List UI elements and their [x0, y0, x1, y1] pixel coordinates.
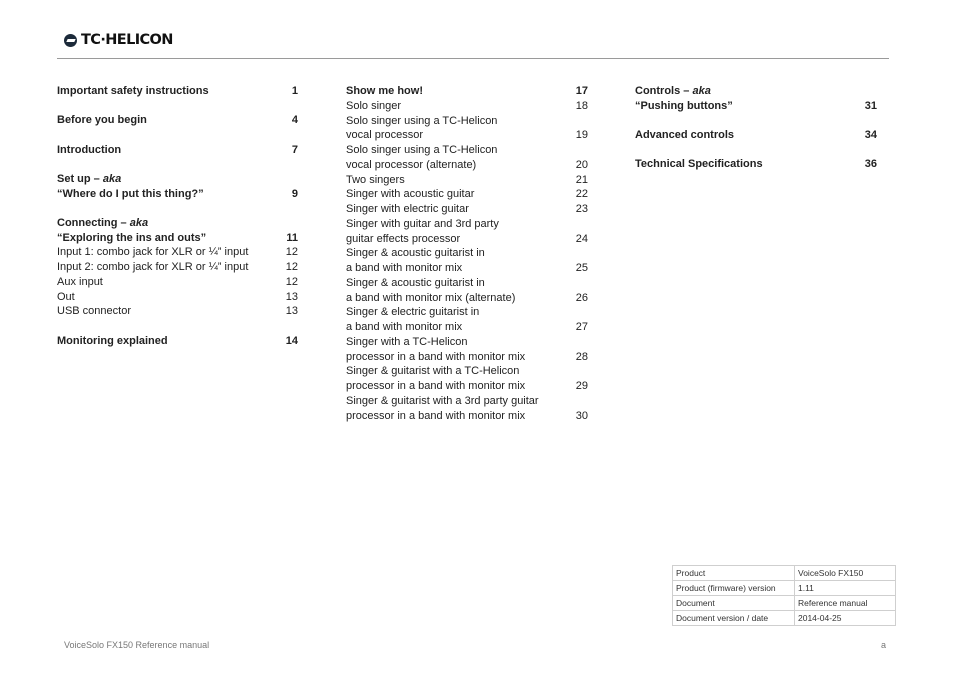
info-key: Document	[673, 596, 795, 611]
toc-entry-page: 30	[575, 409, 588, 422]
toc-entry[interactable]	[346, 276, 588, 291]
footer-document-title: VoiceSolo FX150 Reference manual	[64, 640, 210, 650]
info-value: 2014-04-25	[795, 611, 896, 626]
toc-entry[interactable]	[57, 304, 298, 319]
toc-entry-page: 23	[575, 203, 588, 215]
toc-entry[interactable]	[635, 157, 877, 172]
toc-entry-title: Solo singer using a TC-Helicon	[346, 114, 498, 127]
toc-entry-title: Input 2: combo jack for XLR or ¼” input	[57, 261, 249, 273]
footer-page-label: a	[881, 640, 887, 650]
toc-entry-title: Singer with guitar and 3rd party	[346, 217, 499, 230]
toc-entry-title: Introduction	[57, 143, 122, 156]
toc-spacer	[57, 128, 298, 143]
toc-spacer	[57, 201, 298, 216]
info-value: VoiceSolo FX150	[795, 566, 896, 581]
toc-entry[interactable]	[346, 202, 588, 217]
toc-entry-title: Input 1: combo jack for XLR or ¼” input	[57, 246, 249, 259]
toc-entry-title: a band with monitor mix	[346, 262, 463, 274]
toc-entry-page: 24	[575, 232, 588, 245]
toc-entry-title: Important safety instructions	[57, 85, 209, 97]
info-key: Product (firmware) version	[673, 581, 795, 596]
toc-entry-title: vocal processor (alternate)	[346, 158, 477, 171]
toc-entry[interactable]	[346, 246, 588, 261]
toc-entry-aka: aka	[692, 85, 711, 97]
toc-entry-page: 13	[285, 305, 298, 318]
toc-spacer	[57, 99, 298, 114]
toc-column-1	[57, 84, 298, 348]
toc-entry[interactable]	[346, 143, 588, 158]
toc-entry-page: 31	[864, 99, 877, 112]
toc-entry-page: 21	[575, 173, 588, 186]
toc-entry-title: Two singers	[346, 173, 405, 186]
toc-entry-title: processor in a band with monitor mix	[346, 409, 526, 422]
toc-entry-title: Singer with a TC-Helicon	[346, 335, 468, 348]
toc-entry[interactable]	[57, 260, 298, 275]
toc-entry[interactable]	[57, 143, 298, 158]
toc-entry-aka: aka	[102, 172, 122, 185]
toc-entry-page: 34	[864, 129, 877, 141]
toc-entry-title: Set up – aka	[57, 172, 122, 185]
header-divider	[57, 58, 889, 59]
tc-helicon-logo	[64, 30, 173, 50]
toc-entry[interactable]	[346, 173, 588, 188]
toc-entry[interactable]	[57, 216, 298, 231]
toc-entry[interactable]	[346, 99, 588, 114]
toc-entry-page: 14	[285, 334, 298, 347]
info-key: Document version / date	[673, 611, 795, 626]
toc-entry-page: 12	[285, 246, 298, 259]
toc-entry-page: 19	[575, 129, 588, 142]
logo-text: TC·HELICON	[81, 32, 173, 48]
toc-entry-title: Singer & guitarist with a TC-Helicon	[346, 365, 520, 378]
toc-entry[interactable]	[57, 231, 298, 246]
toc-entry-page: 26	[575, 291, 588, 304]
toc-spacer	[635, 143, 877, 158]
toc-entry-page: 22	[575, 188, 588, 201]
toc-entry-title: Show me how!	[346, 85, 423, 97]
toc-entry-title: “Exploring the ins and outs”	[57, 231, 207, 244]
document-info-table	[672, 565, 896, 626]
toc-spacer	[57, 319, 298, 334]
toc-entry[interactable]	[346, 320, 588, 335]
toc-entry-title: processor in a band with monitor mix	[346, 350, 526, 363]
toc-entry-aka: aka	[129, 216, 149, 229]
toc-entry[interactable]	[346, 409, 588, 424]
toc-entry-page: 20	[575, 158, 588, 171]
info-value: Reference manual	[795, 596, 896, 611]
toc-column-2	[346, 84, 588, 423]
toc-entry-page: 7	[291, 143, 298, 156]
toc-entry[interactable]	[346, 158, 588, 173]
toc-entry-title: Aux input	[57, 275, 103, 288]
toc-entry-title: Singer with electric guitar	[346, 203, 469, 215]
toc-entry[interactable]	[57, 275, 298, 290]
toc-entry-title: Solo singer using a TC-Helicon	[346, 144, 498, 156]
toc-entry[interactable]	[635, 128, 877, 143]
info-row	[673, 596, 896, 611]
toc-entry[interactable]	[346, 364, 588, 379]
toc-entry-title: a band with monitor mix	[346, 321, 463, 333]
toc-entry[interactable]	[346, 261, 588, 276]
toc-entry[interactable]	[57, 334, 298, 349]
toc-entry-page: 25	[575, 262, 588, 274]
info-value: 1.11	[795, 581, 896, 596]
toc-entry[interactable]	[57, 245, 298, 260]
toc-entry-page: 17	[575, 85, 588, 97]
toc-entry[interactable]	[346, 128, 588, 143]
toc-spacer	[57, 157, 298, 172]
toc-entry-title: Connecting – aka	[57, 216, 149, 229]
toc-entry-title: Solo singer	[346, 99, 402, 112]
toc-entry-title: Singer & acoustic guitarist in	[346, 247, 485, 260]
toc-entry-page: 1	[291, 85, 298, 97]
info-row	[673, 566, 896, 581]
toc-entry[interactable]	[57, 113, 298, 128]
toc-entry-page: 36	[864, 158, 877, 171]
toc-entry[interactable]	[346, 379, 588, 394]
toc-entry-page: 12	[285, 275, 298, 288]
toc-entry-title: Singer with acoustic guitar	[346, 188, 475, 201]
info-row	[673, 611, 896, 626]
toc-entry-page: 28	[575, 350, 588, 363]
toc-entry[interactable]	[57, 187, 298, 202]
toc-entry[interactable]	[346, 217, 588, 232]
toc-entry-title: vocal processor	[346, 129, 424, 142]
toc-entry-page: 12	[285, 261, 298, 273]
toc-entry-title: a band with monitor mix (alternate)	[346, 291, 516, 304]
toc-entry[interactable]	[346, 232, 588, 247]
toc-entry[interactable]	[346, 84, 588, 99]
toc-entry[interactable]	[346, 291, 588, 306]
toc-entry[interactable]	[346, 305, 588, 320]
toc-entry-page: 13	[285, 290, 298, 303]
toc-entry-title: Before you begin	[57, 114, 147, 127]
toc-entry[interactable]	[346, 335, 588, 350]
tc-helicon-logo-icon	[64, 34, 77, 47]
toc-entry[interactable]	[57, 84, 298, 99]
toc-entry[interactable]	[57, 290, 298, 305]
toc-entry-title: USB connector	[57, 305, 131, 318]
toc-entry-title: Out	[57, 290, 75, 303]
toc-entry-title: Singer & guitarist with a 3rd party guitar	[346, 394, 539, 407]
toc-entry-page: 9	[291, 187, 298, 200]
toc-entry[interactable]	[346, 394, 588, 409]
toc-entry[interactable]	[346, 350, 588, 365]
info-row	[673, 581, 896, 596]
toc-entry-page: 11	[286, 231, 298, 244]
toc-entry-title: Singer & electric guitarist in	[346, 306, 480, 319]
toc-entry[interactable]	[346, 114, 588, 129]
toc-entry-title: Advanced controls	[635, 129, 735, 141]
toc-entry-title: Singer & acoustic guitarist in	[346, 276, 485, 289]
toc-entry-title: processor in a band with monitor mix	[346, 380, 526, 392]
info-key: Product	[673, 566, 795, 581]
toc-entry-page: 18	[575, 99, 588, 112]
toc-entry-page: 29	[575, 380, 588, 392]
toc-entry[interactable]	[57, 172, 298, 187]
toc-entry-page: 27	[575, 321, 588, 333]
toc-entry-title: Controls – aka	[635, 85, 711, 97]
toc-column-3	[635, 84, 877, 172]
toc-entry-title: Technical Specifications	[635, 158, 763, 171]
toc-entry-title: “Where do I put this thing?”	[57, 187, 204, 200]
toc-entry-title: Monitoring explained	[57, 334, 168, 347]
toc-entry-title: guitar effects processor	[346, 232, 461, 245]
toc-spacer	[635, 114, 877, 129]
toc-entry[interactable]	[635, 99, 877, 114]
toc-entry-title: “Pushing buttons”	[635, 99, 733, 112]
toc-entry[interactable]	[346, 187, 588, 202]
toc-entry[interactable]	[635, 84, 877, 99]
toc-entry-page: 4	[291, 114, 298, 127]
